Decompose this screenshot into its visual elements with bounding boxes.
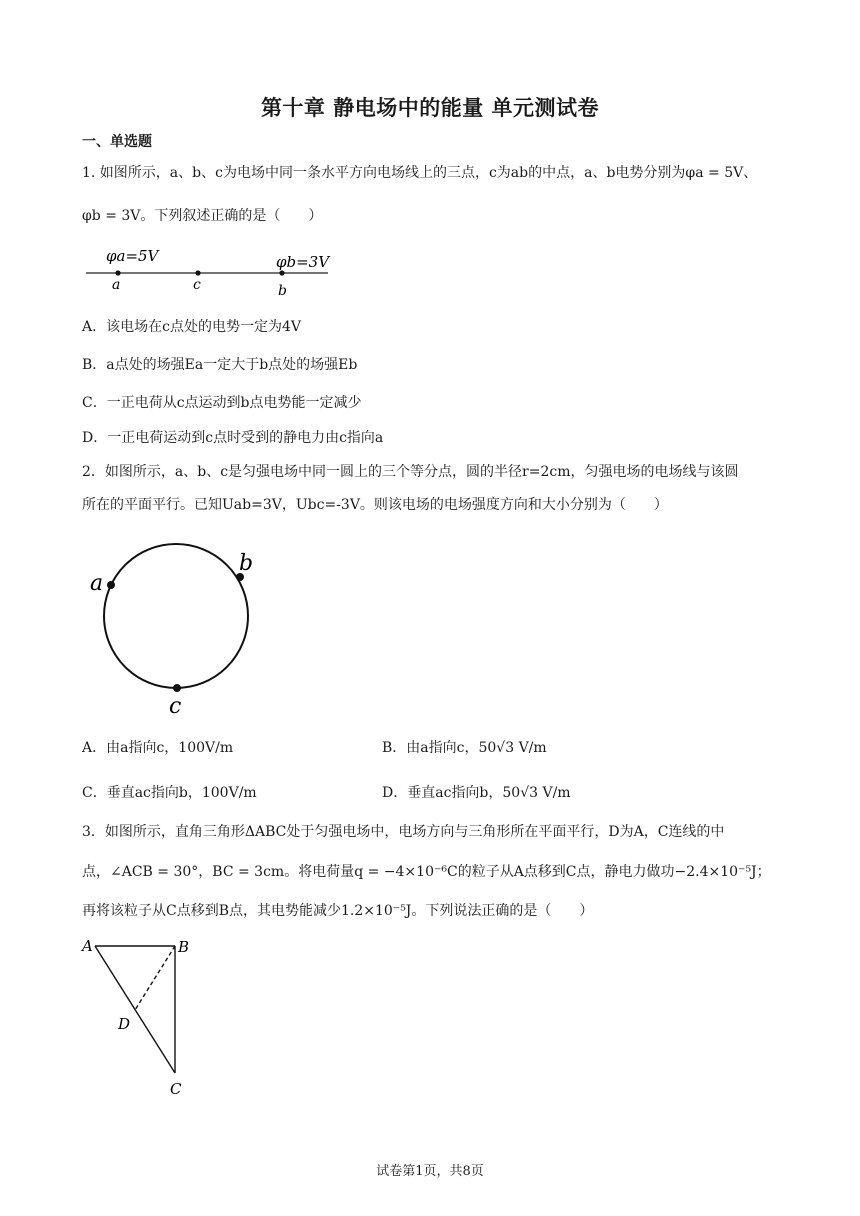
label-A: A bbox=[82, 937, 93, 955]
q1-option-a: A．该电场在c点处的电势一定为4V bbox=[82, 319, 301, 335]
circle bbox=[104, 544, 248, 688]
q2-option-b: B．由a指向c，50√3 V/m bbox=[382, 740, 547, 756]
q2-stem-line1: 2．如图所示，a、b、c是匀强电场中同一圆上的三个等分点，圆的半径r=2cm，匀强电场的电场线与该圆 bbox=[82, 464, 739, 480]
label-b: b bbox=[239, 551, 254, 576]
q1-option-c: C．一正电荷从c点运动到b点电势能一定减少 bbox=[82, 395, 362, 411]
q3-stem-line3: 再将该粒子从C点移到B点，其电势能减少1.2×10⁻⁵J。下列说法正确的是（ ） bbox=[82, 903, 594, 919]
q2-option-a: A．由a指向c，100V/m bbox=[82, 740, 234, 756]
point-a bbox=[107, 581, 115, 589]
q1-stem-line2: φb = 3V。下列叙述正确的是（ ） bbox=[82, 208, 323, 224]
label-b: b bbox=[278, 283, 287, 299]
point-b bbox=[279, 270, 284, 275]
label-phi-a: φa=5V bbox=[106, 247, 159, 265]
q1-option-b: B．a点处的场强Ea一定大于b点处的场强Eb bbox=[82, 357, 358, 373]
section-heading: 一、单选题 bbox=[82, 134, 152, 150]
q2-option-d: D．垂直ac指向b，50√3 V/m bbox=[382, 785, 571, 801]
q1-option-d: D．一正电荷运动到c点时受到的静电力由c指向a bbox=[82, 430, 384, 446]
q2-option-c: C．垂直ac指向b，100V/m bbox=[82, 785, 257, 801]
page-title: 第十章 静电场中的能量 单元测试卷 bbox=[260, 96, 600, 120]
label-c: c bbox=[193, 277, 201, 293]
label-D: D bbox=[118, 1015, 131, 1033]
q1-figure bbox=[82, 243, 342, 299]
q3-stem-line1: 3．如图所示，直角三角形ΔABC处于匀强电场中，电场方向与三角形所在平面平行，D为A，C连线的中 bbox=[82, 824, 725, 840]
segment-bd bbox=[135, 946, 175, 1010]
label-B: B bbox=[178, 938, 190, 956]
q3-figure bbox=[80, 933, 210, 1101]
label-phi-b: φb=3V bbox=[276, 253, 330, 271]
point-c bbox=[195, 270, 200, 275]
q2-stem-line2: 所在的平面平行。已知Uab=3V，Ubc=-3V。则该电场的电场强度方向和大小分别为（ ） bbox=[82, 497, 668, 513]
point-c bbox=[173, 684, 181, 692]
q1-stem-line1: 1. 如图所示，a、b、c为电场中同一条水平方向电场线上的三点，c为ab的中点，a、b电势分别为φa = 5V、 bbox=[82, 165, 758, 181]
label-a: a bbox=[112, 277, 121, 293]
point-a bbox=[115, 270, 120, 275]
page-footer: 试卷第1页，共8页 bbox=[376, 1164, 484, 1179]
q2-figure bbox=[82, 530, 282, 720]
label-c: c bbox=[169, 694, 182, 719]
label-C: C bbox=[170, 1080, 182, 1098]
q3-stem-line2: 点，∠ACB = 30°，BC = 3cm。将电荷量q = −4×10⁻⁶C的粒子从A点移到C点，静电力做功−2.4×10⁻⁵J； bbox=[82, 864, 771, 880]
label-a: a bbox=[90, 571, 104, 596]
